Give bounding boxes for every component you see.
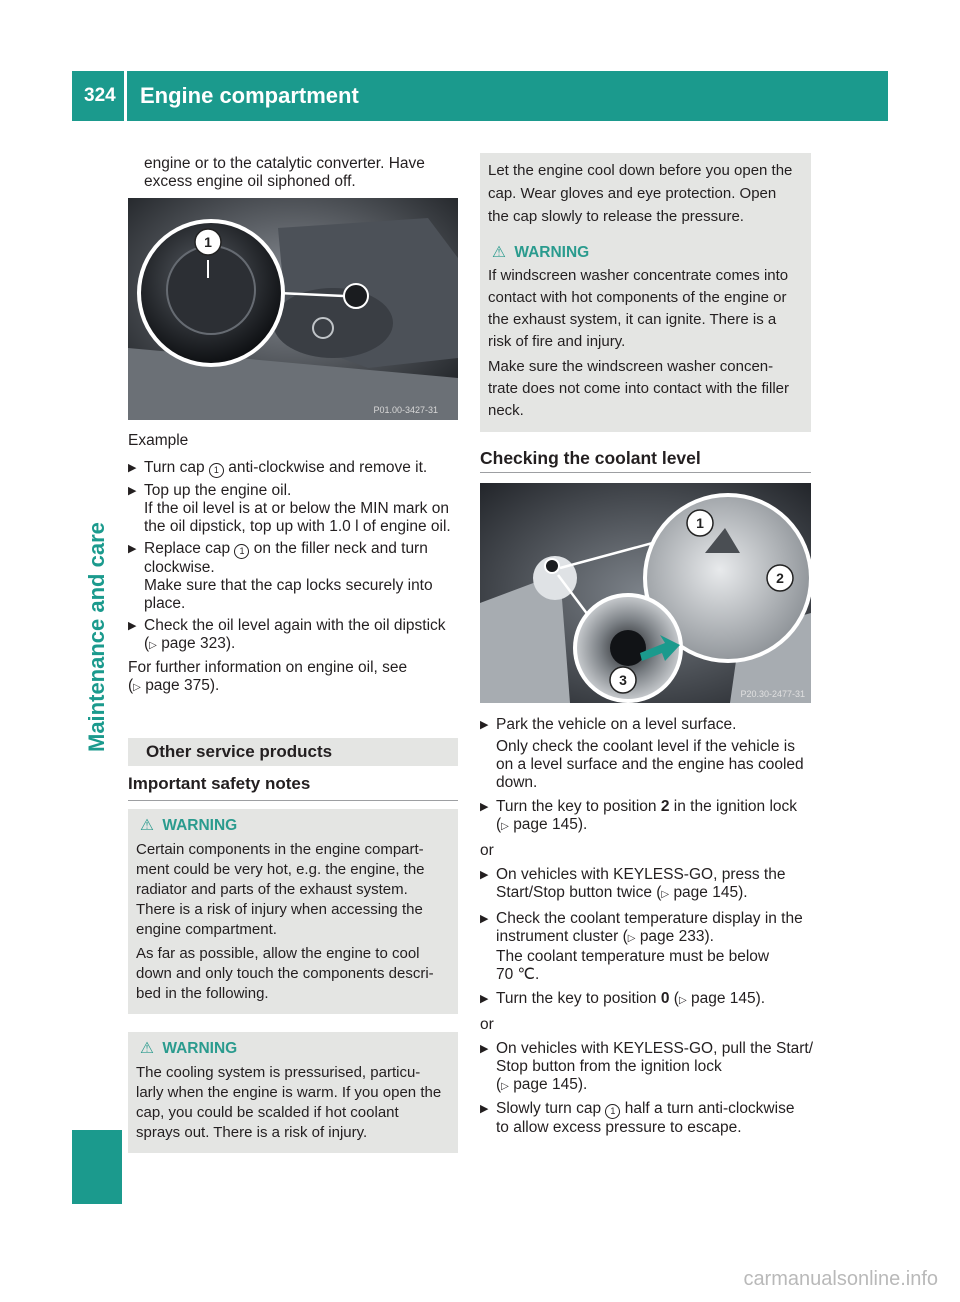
oil-filler-illustration bbox=[128, 198, 458, 420]
page-title: Engine compartment bbox=[140, 83, 359, 108]
subsection-heading bbox=[128, 774, 458, 801]
watermark: carmanualsonline.info bbox=[743, 1268, 938, 1290]
step-item: ▶ Park the vehicle on a level surface. Only check the coolant level if the vehicle is on a level surface and the engine has cooled down. bbox=[480, 716, 804, 791]
page-ref-link[interactable]: page 323). bbox=[161, 635, 236, 652]
arrow-icon: ▶ bbox=[480, 1043, 489, 1055]
arrow-icon: ▶ bbox=[480, 869, 489, 881]
arrow-icon: ▶ bbox=[128, 485, 137, 497]
page-ref-icon: ▷ bbox=[149, 640, 157, 651]
warning-title: WARNING bbox=[162, 1040, 238, 1057]
callout-1: 1 bbox=[204, 234, 212, 250]
further-info: For further information on engine oil, see (▷ page 375). bbox=[128, 659, 408, 694]
warning-icon: ⚠ bbox=[140, 1040, 154, 1057]
arrow-icon: ▶ bbox=[480, 719, 489, 731]
page-ref-link[interactable]: page 145). bbox=[690, 990, 766, 1007]
callout-1-icon: 1 bbox=[234, 544, 249, 559]
arrow-icon: ▶ bbox=[128, 620, 137, 632]
page-ref-icon: ▷ bbox=[501, 1081, 509, 1092]
intro-line-1: engine or to the catalytic converter. Have bbox=[144, 155, 425, 172]
left-intro bbox=[144, 155, 464, 191]
page-number: 324 bbox=[84, 85, 116, 106]
side-tab-block bbox=[72, 1130, 122, 1204]
oil-filler-photo bbox=[128, 198, 458, 420]
left-steps bbox=[128, 432, 464, 697]
arrow-icon: ▶ bbox=[480, 1103, 489, 1115]
warning-icon: ⚠ bbox=[492, 244, 506, 261]
subsection-title: Important safety notes bbox=[128, 774, 311, 793]
page-ref-link[interactable]: page 233). bbox=[639, 928, 714, 945]
step-item: ▶ Top up the engine oil. If the oil level is at or below the MIN mark on the oil dipstick, top up with 1.0 l of engine oil. bbox=[128, 482, 451, 535]
or-label: or bbox=[480, 1016, 494, 1033]
intro-line-2: excess engine oil siphoned off. bbox=[144, 173, 356, 190]
or-label: or bbox=[480, 842, 494, 859]
arrow-icon: ▶ bbox=[480, 801, 489, 813]
right-steps bbox=[480, 716, 816, 1137]
header-divider bbox=[124, 71, 127, 121]
warning-icon: ⚠ bbox=[140, 817, 154, 834]
step-item: ▶ On vehicles with KEYLESS-GO, pull the Start/ Stop button from the ignition lock (▷ page 145). bbox=[480, 1040, 814, 1093]
callout-1-icon: 1 bbox=[605, 1104, 620, 1119]
step-item: ▶ Check the oil level again with the oil dipstick (▷ page 323). bbox=[128, 617, 446, 652]
note-box: Let the engine cool down before you open the cap. Wear gloves and eye protection. Open the cap slowly to release the pressure. bbox=[480, 153, 811, 236]
page-ref-link[interactable]: page 145). bbox=[513, 816, 588, 833]
photo-code-2: P20.30-2477-31 bbox=[740, 689, 805, 699]
coolant-heading-text: Checking the coolant level bbox=[480, 448, 701, 468]
warning-box-3: ⚠ WARNING If windscreen washer concentrate comes into contact with hot components of the engine or the exhaust system, it can ignite. There is a risk of fire and injury. Make sure the windscreen washer concen- trate does not come into contact with the filler neck. bbox=[480, 236, 811, 432]
section-band bbox=[128, 738, 458, 766]
step-item: ▶ Slowly turn cap 1 half a turn anti-clockwise to allow excess pressure to escape. bbox=[480, 1100, 795, 1136]
page-header bbox=[72, 71, 888, 121]
warning-title: WARNING bbox=[514, 244, 590, 261]
step-item: ▶ On vehicles with KEYLESS-GO, press the Start/Stop button twice (▷ page 145). bbox=[480, 866, 786, 901]
warning-box-2: ⚠ WARNING The cooling system is pressurised, particu- larly when the engine is warm. If you open the cap, you could be scalded if hot coolant sprays out. There is a risk of injury. bbox=[128, 1032, 458, 1153]
page-ref-icon: ▷ bbox=[661, 889, 670, 900]
step-item: ▶ Turn the key to position 0 (▷ page 145). bbox=[480, 990, 766, 1007]
arrow-icon: ▶ bbox=[128, 462, 137, 474]
step-item: ▶ Check the coolant temperature display in the instrument cluster (▷ page 233). The coolant temperature must be below 70 ℃. bbox=[480, 910, 803, 983]
step-item: ▶ Replace cap 1 on the filler neck and turn clockwise. Make sure that the cap locks securely into place. bbox=[128, 540, 433, 612]
arrow-icon: ▶ bbox=[480, 993, 489, 1005]
coolant-photo bbox=[480, 483, 811, 703]
page-ref-link[interactable]: page 145). bbox=[513, 1076, 588, 1093]
side-tab-label: Maintenance and care bbox=[84, 522, 109, 752]
coolant-heading bbox=[480, 448, 811, 473]
page-ref-link[interactable]: page 145). bbox=[673, 884, 748, 901]
arrow-icon: ▶ bbox=[128, 543, 137, 555]
example-label: Example bbox=[128, 432, 189, 449]
callout-2: 2 bbox=[776, 570, 784, 586]
page-ref-icon: ▷ bbox=[501, 821, 509, 832]
step-item: ▶ Turn cap 1 anti-clockwise and remove it. bbox=[128, 459, 428, 476]
section-title: Other service products bbox=[146, 742, 333, 761]
step-item: ▶ Turn the key to position 2 in the ignition lock (▷ page 145). bbox=[480, 798, 798, 833]
page-ref-icon: ▷ bbox=[627, 933, 636, 944]
photo-code-1: P01.00-3427-31 bbox=[373, 405, 438, 415]
coolant-illustration bbox=[480, 483, 811, 703]
page-ref-icon: ▷ bbox=[678, 995, 687, 1006]
arrow-icon: ▶ bbox=[480, 913, 489, 925]
callout-1: 1 bbox=[696, 515, 704, 531]
callout-1-icon: 1 bbox=[209, 463, 224, 478]
page-ref-link[interactable]: page 375). bbox=[145, 677, 220, 694]
warning-title: WARNING bbox=[162, 817, 238, 834]
callout-3: 3 bbox=[619, 672, 627, 688]
page-ref-icon: ▷ bbox=[133, 682, 141, 693]
warning-box-1: ⚠ WARNING Certain components in the engine compart- ment could be very hot, e.g. the engine, the radiator and parts of the exhaust system. There is a risk of injury when accessing the engine compartment. As far as possible, allow the engine to cool down and only touch the components descri- bed in the following. bbox=[128, 809, 458, 1014]
